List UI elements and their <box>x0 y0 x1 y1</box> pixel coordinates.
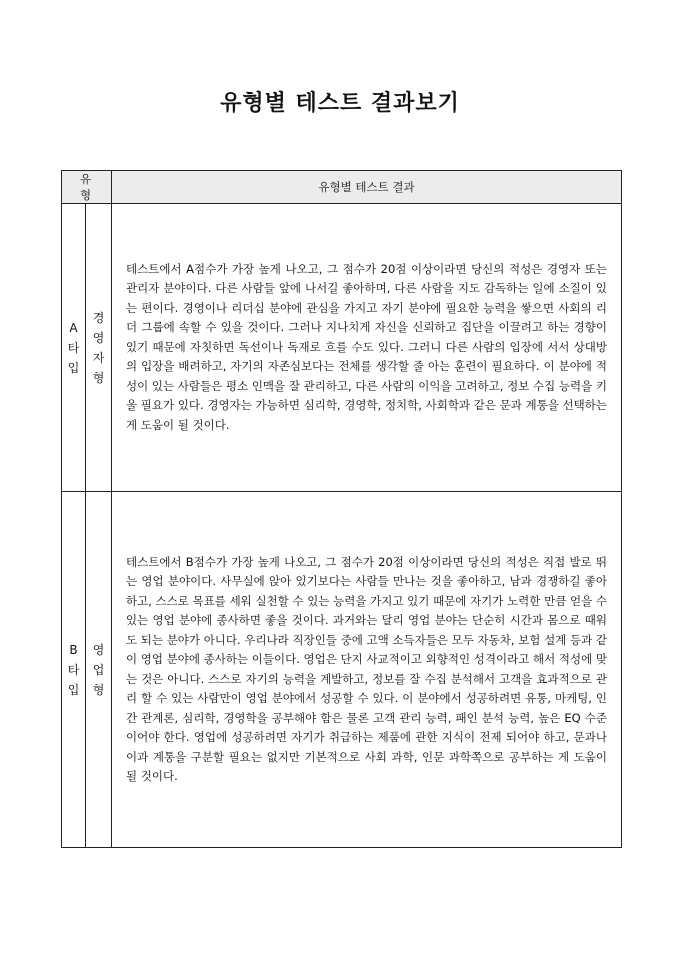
table-row <box>62 204 622 492</box>
type-letter-cell <box>62 204 86 492</box>
table-header-row <box>62 171 622 204</box>
result-text: 테스트에서 A점수가 가장 높게 나오고, 그 점수가 20점 이상이라면 당신의 적성은 경영자 또는 관리자 분야이다. 다른 사람들 앞에 나서길 좋아하며, 다른 사람을 지도 감독하는 일에 소질이 있는 편이다. 경영이나 리더십 분야에 관심을 가지고 자기 분야에 필요한 능력을 쌓으면 사회의 리더 그룹에 속할 수 있을 것이다. 그러나 지나치게 자신을 신뢰하고 집단을 이끌려고 하는 경향이 있기 때문에 자칫하면 독선이나 독재로 흐를 수도 있다. 그러니 다른 사람의 입장에 서서 상대방의 입장을 배려하고, 자기의 자존심보다는 전체를 생각할 줄 아는 훈련이 필요하다. 이 분야에 적성이 있는 사람들은 평소 인맥을 잘 관리하고, 다른 사람의 이익을 고려하고, 정보 수집 능력을 키울 필요가 있다. 경영자는 가능하면 심리학, 경영학, 정치학, 사회학과 같은 문과 계통을 선택하는 게 도움이 될 것이다. <box>126 261 607 432</box>
type-letter-cell <box>62 492 86 848</box>
header-type: 유 형 <box>62 171 112 204</box>
result-text: 테스트에서 B점수가 가장 높게 나오고, 그 점수가 20점 이상이라면 당신의 적성은 직접 발로 뛰는 영업 분야이다. 사무실에 앉아 있기보다는 사람들 만나는 것을 좋아하고, 남과 경쟁하길 좋아하고, 스스로 목표를 세워 실천할 수 있는 능력을 가지고 있기 때문에 자기가 노력한 만큼 얻을 수 있는 영업 분야에 종사하면 좋을 것이다. 과거와는 달리 영업 분야는 단순히 시간과 몸으로 때워도 되는 분야가 아니다. 우리나라 직장인들 중에 고액 소득자들은 모두 자동차, 보험 설계 등과 같이 영업 분야에 종사하는 이들이다. 영업은 단지 사교적이고 외향적인 성격이라고 해서 적성에 맞는 것은 아니다. 스스로 자기의 능력을 계발하고, 정보를 잘 수집 분석해서 고객을 효과적으로 관리 할 수 있는 사람만이 영업 분야에서 성공할 수 있다. 이 분야에서 성공하려면 유통, 마케팅, 인간 관계론, 심리학, 경영학을 공부해야 함은 물론 고객 관리 능력, 패인 분석 능력, 높은 EQ 수준이어야 한다. 영업에 성공하려면 자기가 취급하는 제품에 관한 지식이 전제 되어야 하고, 문과나 이과 계통을 구분할 필요는 없지만 기본적으로 사회 과학, 인문 과학쪽으로 공부하는 게 도움이 될 것이다. <box>126 554 608 783</box>
type-name-cell <box>86 492 112 848</box>
type-letter: B타입 <box>67 642 80 697</box>
table-row <box>62 492 622 848</box>
type-name: 영업형 <box>92 642 105 697</box>
page-title: 유형별 테스트 결과보기 <box>220 90 460 116</box>
result-text-cell <box>112 204 622 492</box>
result-text-cell <box>112 492 622 848</box>
type-name: 경영자형 <box>92 310 105 385</box>
result-table <box>61 170 622 848</box>
type-letter: A타입 <box>67 320 80 375</box>
type-name-cell <box>86 204 112 492</box>
header-result: 유형별 테스트 결과 <box>112 171 622 204</box>
